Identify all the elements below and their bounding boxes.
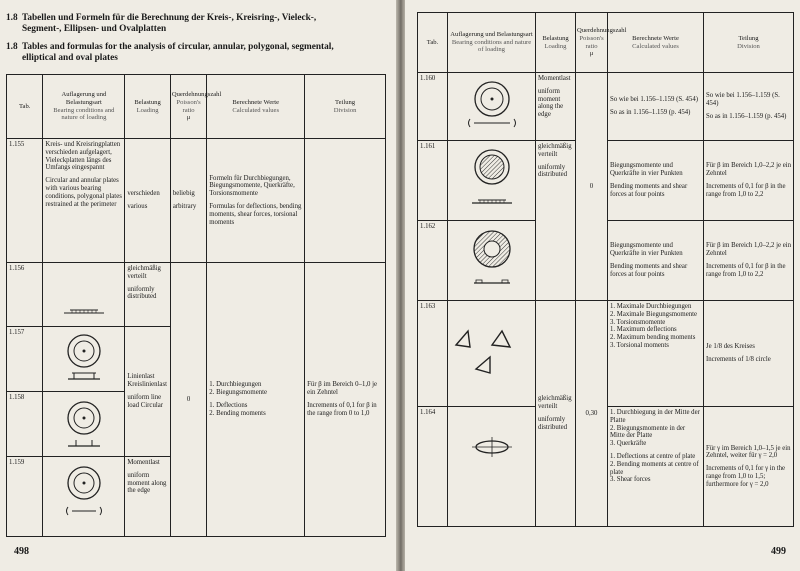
plate-figure-icon (62, 267, 106, 319)
table-row: 1.160 Momentlast uniform moment along the edge 0 So wie bei 1.156–1.159 (S. 454) So as in 1.156–1.159 (p. 454) So wie bei 1.156–1.159 (S. 454) So as in 1.156–1.159 (p. 454) (418, 73, 794, 141)
header-poisson: Querdehnungszahl Poisson's ratio μ (170, 75, 206, 139)
table-header (7, 75, 386, 139)
table-row: 1.159 Momentlast uniform moment along the edge (7, 457, 386, 537)
left-page (0, 0, 398, 571)
table-row: 1.162 Biegungsmomente und Querkräfte in vier Punkten Bending moments and shear forces at four points Für β im Bereich 1,0–2,2 je ein Zehntel Increments of 0,1 for β in the range from 1,0 to 2,2 (418, 221, 794, 301)
header-division: Teilung Division (305, 75, 386, 139)
page-number-right: 499 (771, 546, 786, 557)
circular-plate-moment-figure-icon (462, 77, 522, 133)
table-row: 1.158 (7, 392, 386, 457)
hatched-plate-figure-icon (462, 145, 522, 211)
heading-english: 1.8 Tables and formulas for the analysis of circular, annular, polygonal, segmental, elliptical and oval plates (6, 42, 334, 63)
plates-table-left (6, 74, 386, 537)
plates-table-right (417, 12, 794, 527)
triangle-plates-figure-icon (452, 305, 532, 385)
table-row: 1.161 gleichmäßig verteilt uniformly distributed Biegungsmomente und Querkräfte in vier Punkten Bending moments and shear forces at four points Für β im Bereich 1,0–2,2 je ein Zehntel Increments of 0,1 for β in the range from 1,0 to 2,2 (418, 141, 794, 221)
elliptical-plate-figure-icon (462, 411, 522, 471)
table-header: Tab. Auflagerung und Belastungsart Bearing conditions and nature of loading Belastung Loading Querdehnungszahl Poisson's ratio μ Berechnete Werte Calculated values Teilung Division (418, 13, 794, 73)
header-tab: Tab. (7, 75, 43, 139)
circular-plate-moment-figure-icon (62, 461, 106, 523)
hatched-annular-plate-figure-icon (462, 225, 522, 291)
header-calc: Berechnete Werte Calculated values (207, 75, 305, 139)
page-number-left: 498 (14, 546, 29, 557)
header-support: Auflagerung und Belastungsart Bearing conditions and nature of loading (43, 75, 125, 139)
table-row: 1.164 1. Durchbiegung in der Mitte der Platte 2. Biegungsmomente in der Mitte der Platte 3. Querkräfte 1. Deflections at centre of plate 2. Bending moments at centre of plate 3. Shear forces Für γ im Bereich 1,0–1,5 je ein Zehntel, weiter für γ = 2,0 Increments of 0,1 for γ in the range from 1,0 to 1,5; furthermore for γ = 2,0 (418, 407, 794, 527)
table-row: 1.157 Linienlast Kreislinienlast uniform line load Circular (7, 327, 386, 392)
table-row: 1.156 gleichmäßig verteilt uniformly distributed 0 1. Durchbiegungen 2. Biegungsmomente 1. Deflections 2. Bending moments Für β im Bereich 0–1,0 je ein Zehntel Increments of 0,1 for β in the range from 0 to 1,0 (7, 263, 386, 327)
circular-plate-figure-icon (62, 331, 106, 389)
table-row: 1.163 gleichmäßig verteilt uniformly distributed 0,30 1. Maximale Durchbiegungen 2. Maximale Biegungsmomente 3. Torsionsmomente 1. Maximum deflections 2. Maximum bending moments 3. Torsional moments Je 1/8 des Kreises Increments of 1/8 circle (418, 301, 794, 407)
header-load: Belastung Loading (125, 75, 171, 139)
heading-german: 1.8 Tabellen und Formeln für die Berechnung der Kreis-, Kreisring-, Vieleck-, Segment-, Ellipsen- und Ovalplatten (6, 13, 317, 34)
right-page (405, 0, 800, 571)
table-row: 1.155 Kreis- und Kreisringplatten verschieden aufgelagert, Vieleckplatten längs des Umfangs eingespannt Circular and annular plates with various bearing conditions, polygonal plates restrained at the perimeter verschieden various beliebig arbitrary Formeln für Durchbiegungen, Biegungsmomente, Querkräfte, Torsionsmomente Formulas for deflections, bending moments, shear forces, torsional moments (7, 139, 386, 263)
circular-plate-figure-icon (62, 396, 106, 454)
